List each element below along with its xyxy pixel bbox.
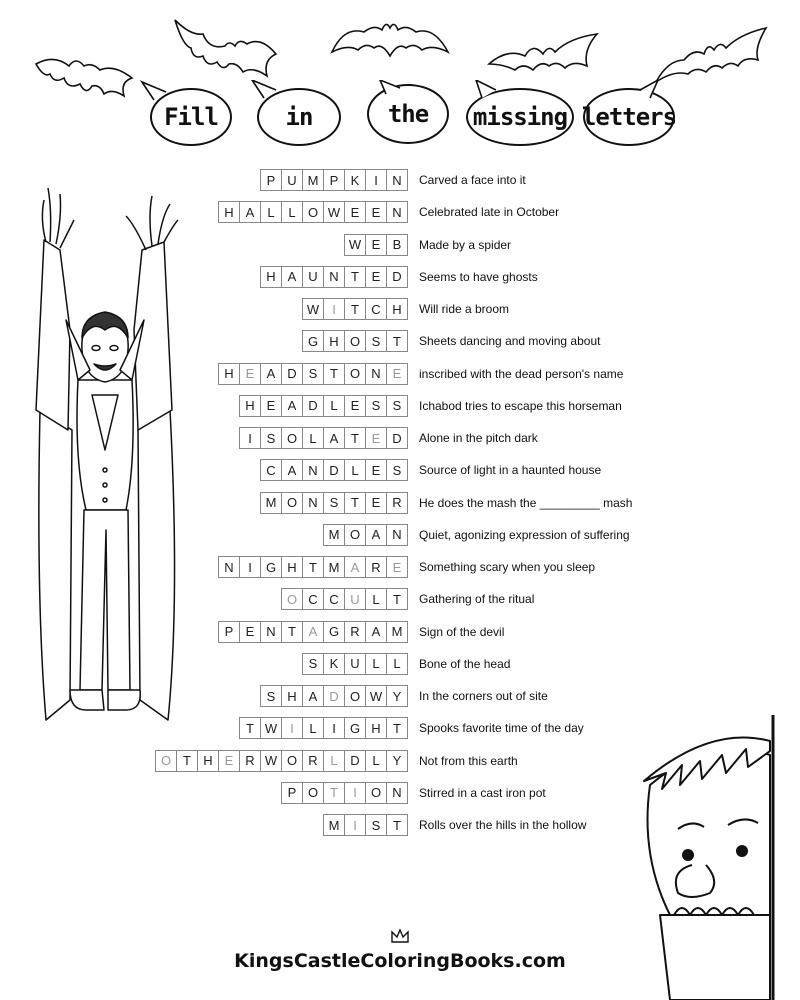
letter-box[interactable]: A — [281, 266, 303, 288]
letter-box[interactable]: E — [365, 201, 387, 223]
bat-icon — [487, 30, 599, 82]
clue-text: Alone in the pitch dark — [419, 431, 538, 445]
clue-text: Made by a spider — [419, 237, 512, 252]
letter-box[interactable]: Y — [386, 750, 408, 772]
letter-box[interactable]: E — [365, 459, 387, 481]
letter-box[interactable]: O — [344, 524, 366, 546]
letter-box[interactable]: I — [281, 717, 303, 739]
word-boxes — [261, 169, 408, 191]
letter-box[interactable]: U — [281, 169, 303, 191]
letter-box[interactable]: O — [365, 782, 387, 804]
letter-box[interactable]: L — [344, 459, 366, 481]
letter-box[interactable]: N — [302, 492, 324, 514]
letter-box[interactable]: S — [386, 459, 408, 481]
letter-box[interactable]: L — [323, 395, 345, 417]
clue-text: Carved a face into it — [419, 173, 526, 187]
letter-box[interactable]: H — [323, 330, 345, 352]
letter-box[interactable]: T — [344, 266, 366, 288]
word-boxes — [261, 685, 408, 707]
letter-box[interactable]: L — [281, 201, 303, 223]
letter-box[interactable]: N — [386, 524, 408, 546]
letter-box[interactable]: W — [365, 685, 387, 707]
clue-text: inscribed with the dead person's name — [419, 366, 624, 381]
letter-box[interactable]: W — [260, 750, 282, 772]
letter-box[interactable]: I — [323, 298, 345, 320]
letter-box[interactable]: M — [260, 492, 282, 514]
letter-box[interactable]: A — [281, 395, 303, 417]
letter-box[interactable]: T — [323, 782, 345, 804]
clue-text: He does the mash the _________ mash — [419, 495, 633, 510]
letter-box[interactable]: H — [365, 717, 387, 739]
word-boxes — [261, 492, 408, 514]
letter-box[interactable]: T — [344, 427, 366, 449]
letter-box[interactable]: T — [344, 298, 366, 320]
letter-box[interactable]: E — [218, 750, 240, 772]
letter-box[interactable]: E — [365, 234, 387, 256]
clue-text: Ichabod tries to escape this horseman — [419, 398, 622, 413]
clue-text: Seems to have ghosts — [419, 269, 538, 284]
title-word: Fill — [164, 103, 218, 131]
letter-box[interactable]: L — [260, 201, 282, 223]
letter-box[interactable]: L — [302, 427, 324, 449]
letter-box[interactable]: L — [323, 750, 345, 772]
letter-box[interactable]: O — [344, 330, 366, 352]
letter-box[interactable]: I — [365, 169, 387, 191]
letter-box[interactable]: H — [281, 685, 303, 707]
letter-box[interactable]: Y — [386, 685, 408, 707]
letter-box[interactable]: D — [302, 395, 324, 417]
letter-box[interactable]: L — [365, 588, 387, 610]
letter-box[interactable]: H — [218, 363, 240, 385]
letter-box[interactable]: U — [344, 653, 366, 675]
letter-box[interactable]: S — [365, 330, 387, 352]
letter-box[interactable]: I — [344, 814, 366, 836]
clue-text: Rolls over the hills in the hollow — [419, 818, 587, 832]
word-boxes — [345, 234, 408, 256]
bat-icon — [654, 20, 769, 90]
letter-box[interactable]: P — [218, 621, 240, 643]
clue-text: Stirred in a cast iron pot — [419, 785, 546, 800]
letter-box[interactable]: W — [323, 201, 345, 223]
word-boxes — [303, 298, 408, 320]
letter-box[interactable]: U — [344, 588, 366, 610]
letter-box[interactable]: T — [176, 750, 198, 772]
crown-icon — [390, 928, 410, 944]
letter-box[interactable]: L — [302, 717, 324, 739]
letter-box[interactable]: R — [365, 556, 387, 578]
letter-box[interactable]: W — [260, 717, 282, 739]
letter-box[interactable]: H — [386, 298, 408, 320]
word-boxes — [219, 556, 408, 578]
site-url: KingsCastleColoringBooks.com — [234, 950, 566, 972]
letter-box[interactable]: H — [239, 395, 261, 417]
word-boxes — [240, 395, 408, 417]
word-boxes — [261, 459, 408, 481]
letter-box[interactable]: D — [344, 750, 366, 772]
letter-box[interactable]: O — [302, 201, 324, 223]
letter-box[interactable]: S — [302, 363, 324, 385]
letter-box[interactable]: I — [239, 427, 261, 449]
letter-box[interactable]: E — [365, 427, 387, 449]
title-word: missing — [472, 103, 568, 131]
letter-box[interactable]: T — [344, 492, 366, 514]
letter-box[interactable]: H — [281, 556, 303, 578]
clue-text: Sheets dancing and moving about — [419, 334, 601, 349]
letter-box[interactable]: T — [281, 621, 303, 643]
letter-box[interactable]: I — [344, 782, 366, 804]
letter-box[interactable]: O — [302, 782, 324, 804]
letter-box[interactable]: R — [302, 750, 324, 772]
letter-box[interactable]: A — [302, 685, 324, 707]
letter-box[interactable]: D — [281, 363, 303, 385]
letter-box[interactable]: O — [281, 427, 303, 449]
letter-box[interactable]: O — [281, 750, 303, 772]
letter-box[interactable]: G — [302, 330, 324, 352]
letter-box[interactable]: D — [386, 266, 408, 288]
letter-box[interactable]: S — [365, 395, 387, 417]
letter-box[interactable]: O — [344, 685, 366, 707]
word-boxes — [303, 653, 408, 675]
letter-box[interactable]: T — [323, 363, 345, 385]
letter-box[interactable]: C — [365, 298, 387, 320]
letter-box[interactable]: E — [386, 363, 408, 385]
bat-icon — [330, 12, 450, 62]
letter-box[interactable]: N — [323, 266, 345, 288]
letter-box[interactable]: I — [239, 556, 261, 578]
clue-text: Not from this earth — [419, 753, 518, 768]
letter-box[interactable]: A — [260, 363, 282, 385]
letter-box[interactable]: E — [344, 395, 366, 417]
letter-box[interactable]: M — [302, 169, 324, 191]
letter-box[interactable]: E — [365, 266, 387, 288]
clue-text: Gathering of the ritual — [419, 592, 535, 607]
letter-box[interactable]: T — [239, 717, 261, 739]
letter-box[interactable]: H — [260, 266, 282, 288]
clue-text: Something scary when you sleep — [419, 560, 596, 574]
letter-box[interactable]: M — [323, 814, 345, 836]
letter-box[interactable]: S — [386, 395, 408, 417]
letter-box[interactable]: A — [365, 524, 387, 546]
bubble-tails-decoration — [140, 80, 660, 120]
word-boxes — [261, 266, 408, 288]
letter-box[interactable]: T — [386, 588, 408, 610]
word-boxes — [240, 717, 408, 739]
letter-box[interactable]: I — [323, 717, 345, 739]
letter-box[interactable]: D — [323, 459, 345, 481]
letter-box[interactable]: C — [323, 588, 345, 610]
letter-box[interactable]: S — [260, 427, 282, 449]
clue-text: Celebrated late in October — [419, 205, 560, 220]
letter-box[interactable]: N — [218, 556, 240, 578]
letter-box[interactable]: N — [386, 782, 408, 804]
word-boxes — [303, 330, 408, 352]
letter-box[interactable]: K — [323, 653, 345, 675]
clue-text: In the corners out of site — [419, 689, 548, 703]
letter-box[interactable]: L — [386, 653, 408, 675]
letter-box[interactable]: U — [302, 266, 324, 288]
letter-box[interactable]: O — [281, 588, 303, 610]
letter-box[interactable]: E — [260, 395, 282, 417]
word-boxes — [219, 363, 408, 385]
letter-box[interactable]: S — [302, 653, 324, 675]
bat-icon — [173, 10, 278, 82]
letter-box[interactable]: S — [365, 814, 387, 836]
letter-box[interactable]: A — [302, 621, 324, 643]
letter-box[interactable]: A — [365, 621, 387, 643]
letter-box[interactable]: A — [344, 556, 366, 578]
letter-box[interactable]: R — [344, 621, 366, 643]
clue-text: Source of light in a haunted house — [419, 463, 602, 478]
letter-box[interactable]: W — [344, 234, 366, 256]
letter-box[interactable]: A — [239, 201, 261, 223]
letter-box[interactable]: H — [218, 201, 240, 223]
letter-box[interactable]: O — [281, 492, 303, 514]
letter-box[interactable]: W — [302, 298, 324, 320]
letter-box[interactable]: L — [365, 653, 387, 675]
letter-box[interactable]: O — [344, 363, 366, 385]
letter-box[interactable]: E — [386, 556, 408, 578]
letter-box[interactable]: P — [260, 169, 282, 191]
letter-box[interactable]: C — [260, 459, 282, 481]
letter-box[interactable]: K — [344, 169, 366, 191]
letter-box[interactable]: H — [197, 750, 219, 772]
word-boxes — [240, 427, 408, 449]
letter-box[interactable]: M — [323, 524, 345, 546]
word-boxes — [282, 782, 408, 804]
letter-box[interactable]: S — [260, 685, 282, 707]
letter-box[interactable]: G — [260, 556, 282, 578]
word-boxes — [219, 621, 408, 643]
letter-box[interactable]: R — [386, 492, 408, 514]
letter-box[interactable]: N — [302, 459, 324, 481]
letter-box[interactable]: N — [386, 169, 408, 191]
letter-box[interactable]: O — [155, 750, 177, 772]
letter-box[interactable]: E — [239, 363, 261, 385]
letter-box[interactable]: G — [344, 717, 366, 739]
letter-box[interactable]: E — [344, 201, 366, 223]
letter-box[interactable]: M — [323, 556, 345, 578]
letter-box[interactable]: A — [281, 459, 303, 481]
letter-box[interactable]: E — [365, 492, 387, 514]
letter-box[interactable]: M — [386, 621, 408, 643]
word-boxes — [156, 750, 408, 772]
letter-box[interactable]: N — [260, 621, 282, 643]
letter-box[interactable]: B — [386, 234, 408, 256]
title-word: letters — [581, 103, 677, 131]
word-boxes — [324, 814, 408, 836]
clue-text: Will ride a broom — [419, 302, 510, 316]
letter-box[interactable]: R — [239, 750, 261, 772]
clue-text: Quiet, agonizing expression of suffering — [419, 527, 630, 542]
letter-box[interactable]: T — [386, 717, 408, 739]
bat-icon — [34, 44, 134, 106]
word-boxes — [282, 588, 408, 610]
letter-box[interactable]: N — [386, 201, 408, 223]
letter-box[interactable]: P — [323, 169, 345, 191]
letter-box[interactable]: C — [302, 588, 324, 610]
word-boxes — [219, 201, 408, 223]
letter-box[interactable]: G — [323, 621, 345, 643]
letter-box[interactable]: T — [302, 556, 324, 578]
letter-box[interactable]: P — [281, 782, 303, 804]
letter-box[interactable]: L — [365, 750, 387, 772]
dracula-illustration — [30, 180, 180, 740]
letter-box[interactable]: S — [323, 492, 345, 514]
letter-box[interactable]: A — [323, 427, 345, 449]
letter-box[interactable]: D — [323, 685, 345, 707]
letter-box[interactable]: E — [239, 621, 261, 643]
letter-box[interactable]: T — [386, 814, 408, 836]
title-word: the — [387, 100, 429, 128]
clue-text: Sign of the devil — [419, 624, 505, 639]
letter-box[interactable]: T — [386, 330, 408, 352]
clue-text: Spooks favorite time of the day — [419, 721, 584, 736]
word-boxes — [324, 524, 408, 546]
title-word: in — [285, 103, 313, 131]
clue-text: Bone of the head — [419, 656, 511, 671]
letter-box[interactable]: D — [386, 427, 408, 449]
letter-box[interactable]: N — [365, 363, 387, 385]
